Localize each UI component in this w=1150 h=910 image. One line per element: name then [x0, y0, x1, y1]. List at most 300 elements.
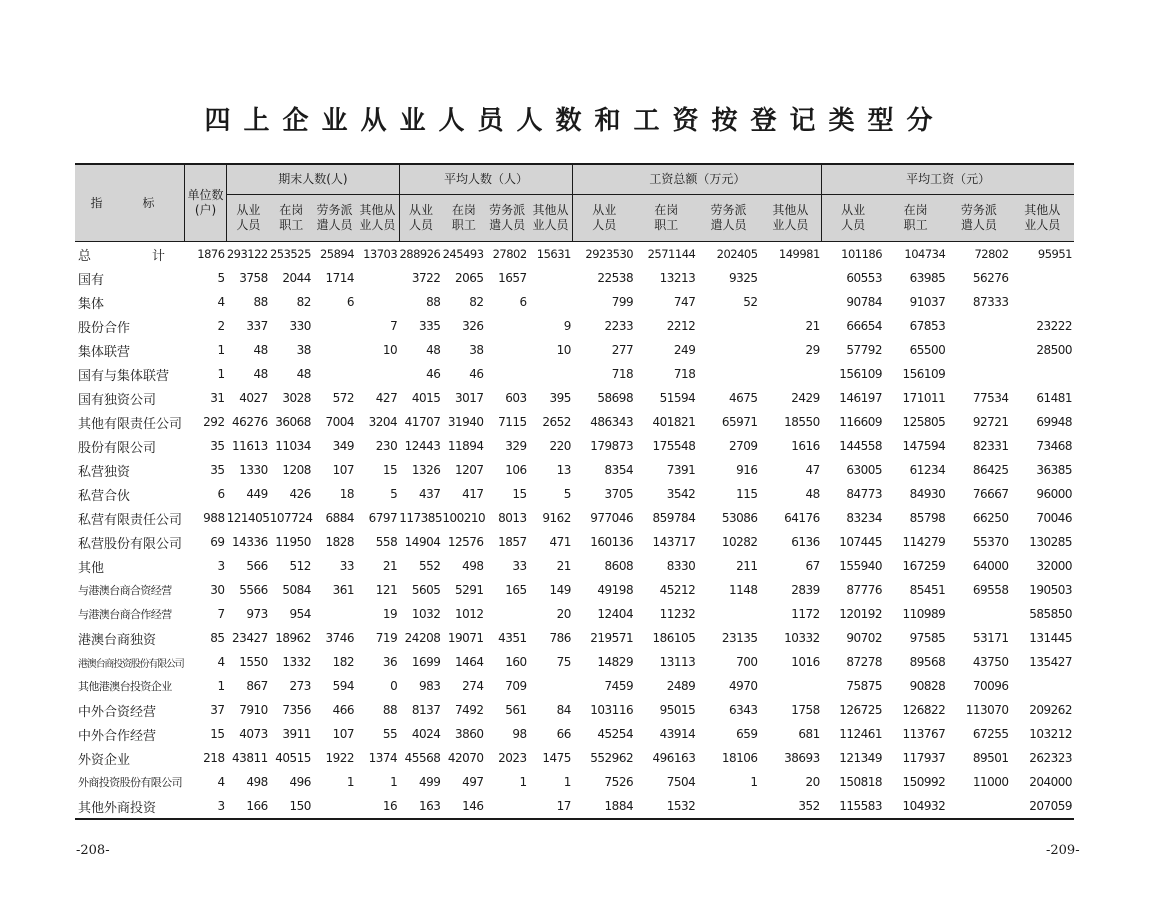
data-cell [1011, 362, 1074, 386]
data-cell: 57792 [846, 343, 883, 357]
data-cell: 786 [549, 631, 571, 645]
row-label: 私营独资 [78, 464, 131, 480]
data-cell: 135427 [1029, 655, 1072, 669]
subheader-employees: 从业 人员 [227, 195, 270, 242]
data-cell: 48 [426, 343, 441, 357]
data-cell: 45212 [659, 583, 696, 597]
data-cell: 5605 [411, 583, 441, 597]
data-cell: 973 [246, 607, 268, 621]
data-cell: 92721 [972, 415, 1009, 429]
data-cell: 2571144 [647, 247, 696, 261]
data-cell: 121 [375, 583, 398, 597]
data-cell: 1172 [791, 607, 820, 621]
data-cell: 41707 [404, 415, 441, 429]
data-cell: 85798 [909, 511, 946, 525]
data-cell: 274 [462, 679, 484, 693]
data-cell: 70046 [1036, 511, 1072, 525]
data-cell: 88 [382, 703, 398, 717]
data-cell: 2839 [791, 583, 820, 597]
data-cell: 859784 [652, 511, 696, 525]
data-cell: 65500 [909, 343, 946, 357]
data-cell: 150992 [902, 775, 946, 789]
data-cell [356, 290, 399, 314]
data-cell: 6884 [325, 511, 355, 525]
data-cell: 87278 [846, 655, 883, 669]
table-row [75, 698, 1074, 722]
data-cell: 45254 [597, 727, 634, 741]
data-cell [697, 314, 759, 338]
data-cell: 89568 [909, 655, 946, 669]
data-cell: 220 [549, 439, 571, 453]
data-cell: 115583 [839, 799, 883, 813]
data-cell: 6136 [791, 535, 820, 549]
data-cell: 337 [246, 319, 268, 333]
data-cell: 13 [556, 463, 571, 477]
data-cell: 19071 [447, 631, 484, 645]
data-cell: 84 [556, 703, 571, 717]
indicator-header: 指 标 [75, 164, 184, 242]
data-cell: 77534 [972, 391, 1009, 405]
data-cell: 352 [798, 799, 820, 813]
table-row [75, 458, 1074, 482]
data-cell: 61234 [909, 463, 946, 477]
subheader-dispatched-workers: 劳务派 遣人员 [947, 195, 1010, 242]
data-cell: 84773 [846, 487, 883, 501]
data-cell: 288926 [399, 247, 441, 261]
data-cell [760, 362, 822, 386]
data-cell: 3758 [239, 271, 268, 285]
data-cell: 1532 [666, 799, 696, 813]
data-cell: 56276 [972, 271, 1009, 285]
data-cell: 1657 [498, 271, 527, 285]
data-cell [313, 794, 356, 819]
data-cell: 983 [418, 679, 441, 693]
data-cell: 2652 [542, 415, 571, 429]
data-cell: 2489 [666, 679, 696, 693]
data-cell: 1326 [411, 463, 441, 477]
data-cell: 160136 [590, 535, 634, 549]
data-cell: 6 [217, 487, 225, 501]
data-cell: 66654 [846, 319, 883, 333]
data-cell: 7 [217, 607, 225, 621]
data-cell: 218 [203, 751, 225, 765]
row-label: 外商投资股份有限公司 [78, 776, 182, 789]
data-cell: 31940 [447, 415, 484, 429]
data-cell [529, 674, 573, 698]
data-cell [313, 338, 356, 362]
subheader-dispatched-workers: 劳务派 遣人员 [697, 195, 759, 242]
table-row [75, 770, 1074, 794]
data-cell: 16 [382, 799, 398, 813]
data-cell: 4351 [498, 631, 527, 645]
data-cell: 204000 [1029, 775, 1072, 789]
data-cell: 36068 [275, 415, 311, 429]
data-cell: 4970 [729, 679, 758, 693]
data-cell: 65971 [721, 415, 758, 429]
data-cell: 2 [217, 319, 225, 333]
data-cell: 2709 [729, 439, 758, 453]
data-cell: 659 [736, 727, 758, 741]
data-cell: 1 [563, 775, 571, 789]
subheader-other-employees: 其他从 业人员 [356, 195, 399, 242]
data-cell [486, 314, 529, 338]
data-cell: 115 [736, 487, 758, 501]
data-cell: 20 [805, 775, 820, 789]
data-cell: 110989 [902, 607, 946, 621]
data-cell: 2044 [282, 271, 311, 285]
data-cell: 8608 [604, 559, 634, 573]
row-label: 港澳台商投资股份有限公司 [78, 658, 184, 670]
data-cell: 496 [289, 775, 311, 789]
data-cell: 107 [332, 463, 355, 477]
data-cell: 15 [512, 487, 527, 501]
data-cell [1011, 290, 1074, 314]
row-label: 与港澳台商合作经营 [78, 608, 172, 621]
total-row [75, 242, 1074, 267]
data-cell: 42070 [447, 751, 484, 765]
data-cell: 1857 [498, 535, 527, 549]
data-cell: 207059 [1029, 799, 1072, 813]
data-cell: 11950 [275, 535, 311, 549]
data-cell: 2023 [498, 751, 527, 765]
data-cell: 1758 [791, 703, 820, 717]
data-cell: 7115 [498, 415, 527, 429]
table-row [75, 554, 1074, 578]
data-cell: 21 [556, 559, 571, 573]
data-cell: 3860 [454, 727, 484, 741]
data-cell: 95951 [1037, 247, 1072, 261]
data-cell: 67255 [972, 727, 1009, 741]
data-cell: 88 [253, 295, 268, 309]
data-cell: 126822 [902, 703, 946, 717]
data-cell [529, 266, 573, 290]
data-cell: 10 [382, 343, 398, 357]
data-cell: 4015 [411, 391, 441, 405]
data-cell: 12576 [447, 535, 484, 549]
data-cell: 1464 [454, 655, 484, 669]
data-cell: 10282 [721, 535, 758, 549]
data-cell: 46276 [232, 415, 268, 429]
data-cell: 499 [418, 775, 441, 789]
data-cell: 0 [390, 679, 398, 693]
table-row [75, 386, 1074, 410]
data-cell [313, 602, 356, 626]
data-cell: 186105 [652, 631, 696, 645]
data-cell: 84930 [909, 487, 946, 501]
data-cell: 1876 [197, 247, 225, 261]
data-cell [697, 362, 759, 386]
data-cell: 2212 [666, 319, 696, 333]
data-cell: 5291 [454, 583, 484, 597]
data-cell: 498 [246, 775, 268, 789]
data-cell: 17 [556, 799, 571, 813]
data-cell: 112461 [839, 727, 883, 741]
data-cell: 23427 [232, 631, 268, 645]
row-label: 股份有限公司 [78, 440, 157, 456]
data-cell: 101186 [841, 247, 883, 261]
data-cell: 1 [217, 367, 225, 381]
data-cell: 31 [210, 391, 225, 405]
data-cell: 496163 [652, 751, 696, 765]
data-cell: 165 [505, 583, 527, 597]
data-cell: 150818 [839, 775, 883, 789]
data-cell: 96000 [1036, 487, 1072, 501]
data-cell: 22538 [597, 271, 634, 285]
data-cell: 19 [382, 607, 398, 621]
data-cell: 97585 [909, 631, 946, 645]
data-cell: 48 [296, 367, 311, 381]
data-cell: 1207 [454, 463, 484, 477]
data-cell: 15 [210, 727, 225, 741]
data-cell: 113070 [965, 703, 1009, 717]
data-cell: 15631 [536, 247, 571, 261]
data-cell: 9162 [542, 511, 571, 525]
data-cell: 43750 [972, 655, 1009, 669]
data-cell: 88 [426, 295, 441, 309]
data-cell: 160 [505, 655, 527, 669]
data-cell: 36385 [1036, 463, 1072, 477]
data-cell: 1 [519, 775, 527, 789]
table-row [75, 794, 1074, 819]
data-cell: 49198 [597, 583, 634, 597]
data-cell: 163 [418, 799, 441, 813]
subheader-on-post-staff: 在岗 职工 [442, 195, 485, 242]
data-cell: 38 [296, 343, 311, 357]
data-cell: 6343 [729, 703, 758, 717]
data-cell: 1550 [239, 655, 268, 669]
data-cell: 156109 [839, 367, 883, 381]
data-cell: 190503 [1029, 583, 1072, 597]
data-cell: 5566 [239, 583, 268, 597]
data-cell: 867 [246, 679, 268, 693]
data-cell: 9 [563, 319, 571, 333]
data-cell: 35 [210, 439, 225, 453]
data-cell: 273 [289, 679, 311, 693]
data-cell: 12443 [404, 439, 441, 453]
data-cell: 1332 [282, 655, 311, 669]
data-cell: 2923530 [585, 247, 634, 261]
subheader-other-employees: 其他从 业人员 [1011, 195, 1074, 242]
data-cell: 13703 [363, 247, 398, 261]
data-cell: 7504 [666, 775, 696, 789]
data-cell: 7 [390, 319, 398, 333]
data-cell: 167259 [902, 559, 946, 573]
data-cell: 58698 [597, 391, 634, 405]
data-cell: 7391 [666, 463, 696, 477]
data-cell: 104734 [904, 247, 946, 261]
subheader-on-post-staff: 在岗 职工 [635, 195, 697, 242]
data-cell: 18550 [784, 415, 820, 429]
data-cell: 104932 [902, 799, 946, 813]
data-cell: 1 [217, 679, 225, 693]
data-cell [529, 362, 573, 386]
data-cell: 11613 [232, 439, 268, 453]
data-cell: 552962 [590, 751, 634, 765]
data-cell: 125805 [902, 415, 946, 429]
data-cell: 35 [210, 463, 225, 477]
data-cell: 53171 [972, 631, 1009, 645]
data-cell: 91037 [909, 295, 946, 309]
data-cell [486, 602, 529, 626]
page-number-left: -208- [76, 843, 110, 858]
data-cell: 718 [673, 367, 696, 381]
data-cell: 954 [289, 607, 311, 621]
data-cell: 335 [418, 319, 441, 333]
data-cell: 3746 [325, 631, 355, 645]
data-cell: 38 [469, 343, 484, 357]
data-cell: 4073 [239, 727, 268, 741]
data-cell: 7526 [604, 775, 634, 789]
data-cell [947, 602, 1010, 626]
data-cell: 9325 [729, 271, 758, 285]
row-label: 私营有限责任公司 [78, 512, 183, 528]
data-cell: 13113 [659, 655, 696, 669]
data-cell: 1828 [325, 535, 355, 549]
data-cell: 32000 [1036, 559, 1072, 573]
data-cell: 67 [805, 559, 820, 573]
statistics-table-wrapper [75, 163, 1074, 820]
data-cell: 11000 [972, 775, 1009, 789]
data-cell [486, 362, 529, 386]
data-cell: 48 [805, 487, 820, 501]
row-label: 股份合作 [78, 320, 131, 336]
data-cell [1011, 266, 1074, 290]
row-label: 集体联营 [78, 344, 131, 360]
table-row [75, 290, 1074, 314]
data-cell: 48 [253, 367, 268, 381]
data-cell: 988 [203, 511, 225, 525]
data-cell [947, 362, 1010, 386]
table-row [75, 722, 1074, 746]
data-cell: 155940 [839, 559, 883, 573]
group-header-end-count: 期末人数(人) [227, 164, 400, 195]
data-cell [760, 674, 822, 698]
data-cell: 5084 [282, 583, 311, 597]
data-cell: 15 [382, 463, 398, 477]
data-cell: 95015 [659, 703, 696, 717]
data-cell [760, 290, 822, 314]
data-cell: 1330 [239, 463, 268, 477]
data-cell: 179873 [590, 439, 634, 453]
data-cell: 552 [418, 559, 441, 573]
data-cell: 38693 [784, 751, 820, 765]
subheader-other-employees: 其他从 业人员 [760, 195, 822, 242]
group-header-average-wage: 平均工资（元） [822, 164, 1074, 195]
data-cell: 209262 [1029, 703, 1072, 717]
data-cell: 4027 [239, 391, 268, 405]
data-cell: 7910 [239, 703, 268, 717]
data-cell: 8354 [604, 463, 634, 477]
data-cell: 43811 [232, 751, 268, 765]
data-cell: 395 [549, 391, 571, 405]
data-cell: 401821 [652, 415, 696, 429]
data-cell: 3204 [368, 415, 398, 429]
data-cell: 585850 [1029, 607, 1072, 621]
data-cell: 7356 [282, 703, 311, 717]
data-cell: 7459 [604, 679, 634, 693]
data-cell: 121405 [226, 511, 270, 525]
table-row [75, 362, 1074, 386]
data-cell: 916 [736, 463, 758, 477]
data-cell: 977046 [590, 511, 634, 525]
data-cell: 3722 [411, 271, 441, 285]
data-cell: 14829 [597, 655, 634, 669]
data-cell [1011, 674, 1074, 698]
data-cell: 53086 [721, 511, 758, 525]
data-cell: 219571 [590, 631, 634, 645]
data-cell: 211 [736, 559, 758, 573]
group-header-total-wages: 工资总额（万元） [573, 164, 822, 195]
data-cell [697, 794, 759, 819]
data-cell: 48 [253, 343, 268, 357]
data-cell: 466 [332, 703, 355, 717]
data-cell: 21 [382, 559, 398, 573]
data-cell [356, 362, 399, 386]
data-cell: 69558 [972, 583, 1009, 597]
data-cell: 249 [673, 343, 696, 357]
table-row [75, 602, 1074, 626]
data-cell: 11232 [659, 607, 696, 621]
data-cell: 64000 [972, 559, 1009, 573]
data-cell: 293122 [226, 247, 268, 261]
data-cell: 85451 [909, 583, 946, 597]
row-label: 外资企业 [78, 752, 131, 768]
data-cell: 45568 [404, 751, 441, 765]
row-label: 其他 [78, 560, 105, 576]
data-cell: 33 [512, 559, 527, 573]
data-cell: 147594 [902, 439, 946, 453]
row-label: 港澳台商独资 [78, 632, 157, 648]
data-cell: 3542 [666, 487, 696, 501]
group-header-average-count: 平均人数（人） [399, 164, 573, 195]
data-cell: 7004 [325, 415, 355, 429]
data-cell: 149 [549, 583, 571, 597]
table-row [75, 434, 1074, 458]
data-cell: 43914 [659, 727, 696, 741]
data-cell: 594 [332, 679, 355, 693]
data-cell: 175548 [652, 439, 696, 453]
data-cell: 85 [210, 631, 225, 645]
data-cell: 113767 [902, 727, 946, 741]
data-cell: 21 [805, 319, 820, 333]
data-cell: 67853 [909, 319, 946, 333]
data-cell: 1922 [325, 751, 355, 765]
data-cell: 202405 [716, 247, 758, 261]
data-cell: 90702 [846, 631, 883, 645]
data-cell: 166 [246, 799, 268, 813]
data-cell: 1 [390, 775, 398, 789]
data-cell: 10332 [784, 631, 820, 645]
data-cell: 3 [217, 559, 225, 573]
data-cell: 3 [217, 799, 225, 813]
data-cell: 5 [563, 487, 571, 501]
data-cell: 33 [339, 559, 355, 573]
data-cell: 566 [246, 559, 268, 573]
data-cell: 69 [210, 535, 225, 549]
data-cell: 5 [390, 487, 398, 501]
data-cell: 3028 [282, 391, 311, 405]
data-cell: 1884 [604, 799, 634, 813]
data-cell: 326 [462, 319, 484, 333]
table-row [75, 266, 1074, 290]
data-cell: 11034 [275, 439, 311, 453]
data-cell: 90828 [909, 679, 946, 693]
data-cell: 13213 [659, 271, 696, 285]
data-cell: 700 [736, 655, 758, 669]
data-cell [356, 266, 399, 290]
data-cell: 1374 [368, 751, 398, 765]
data-cell: 131445 [1029, 631, 1072, 645]
